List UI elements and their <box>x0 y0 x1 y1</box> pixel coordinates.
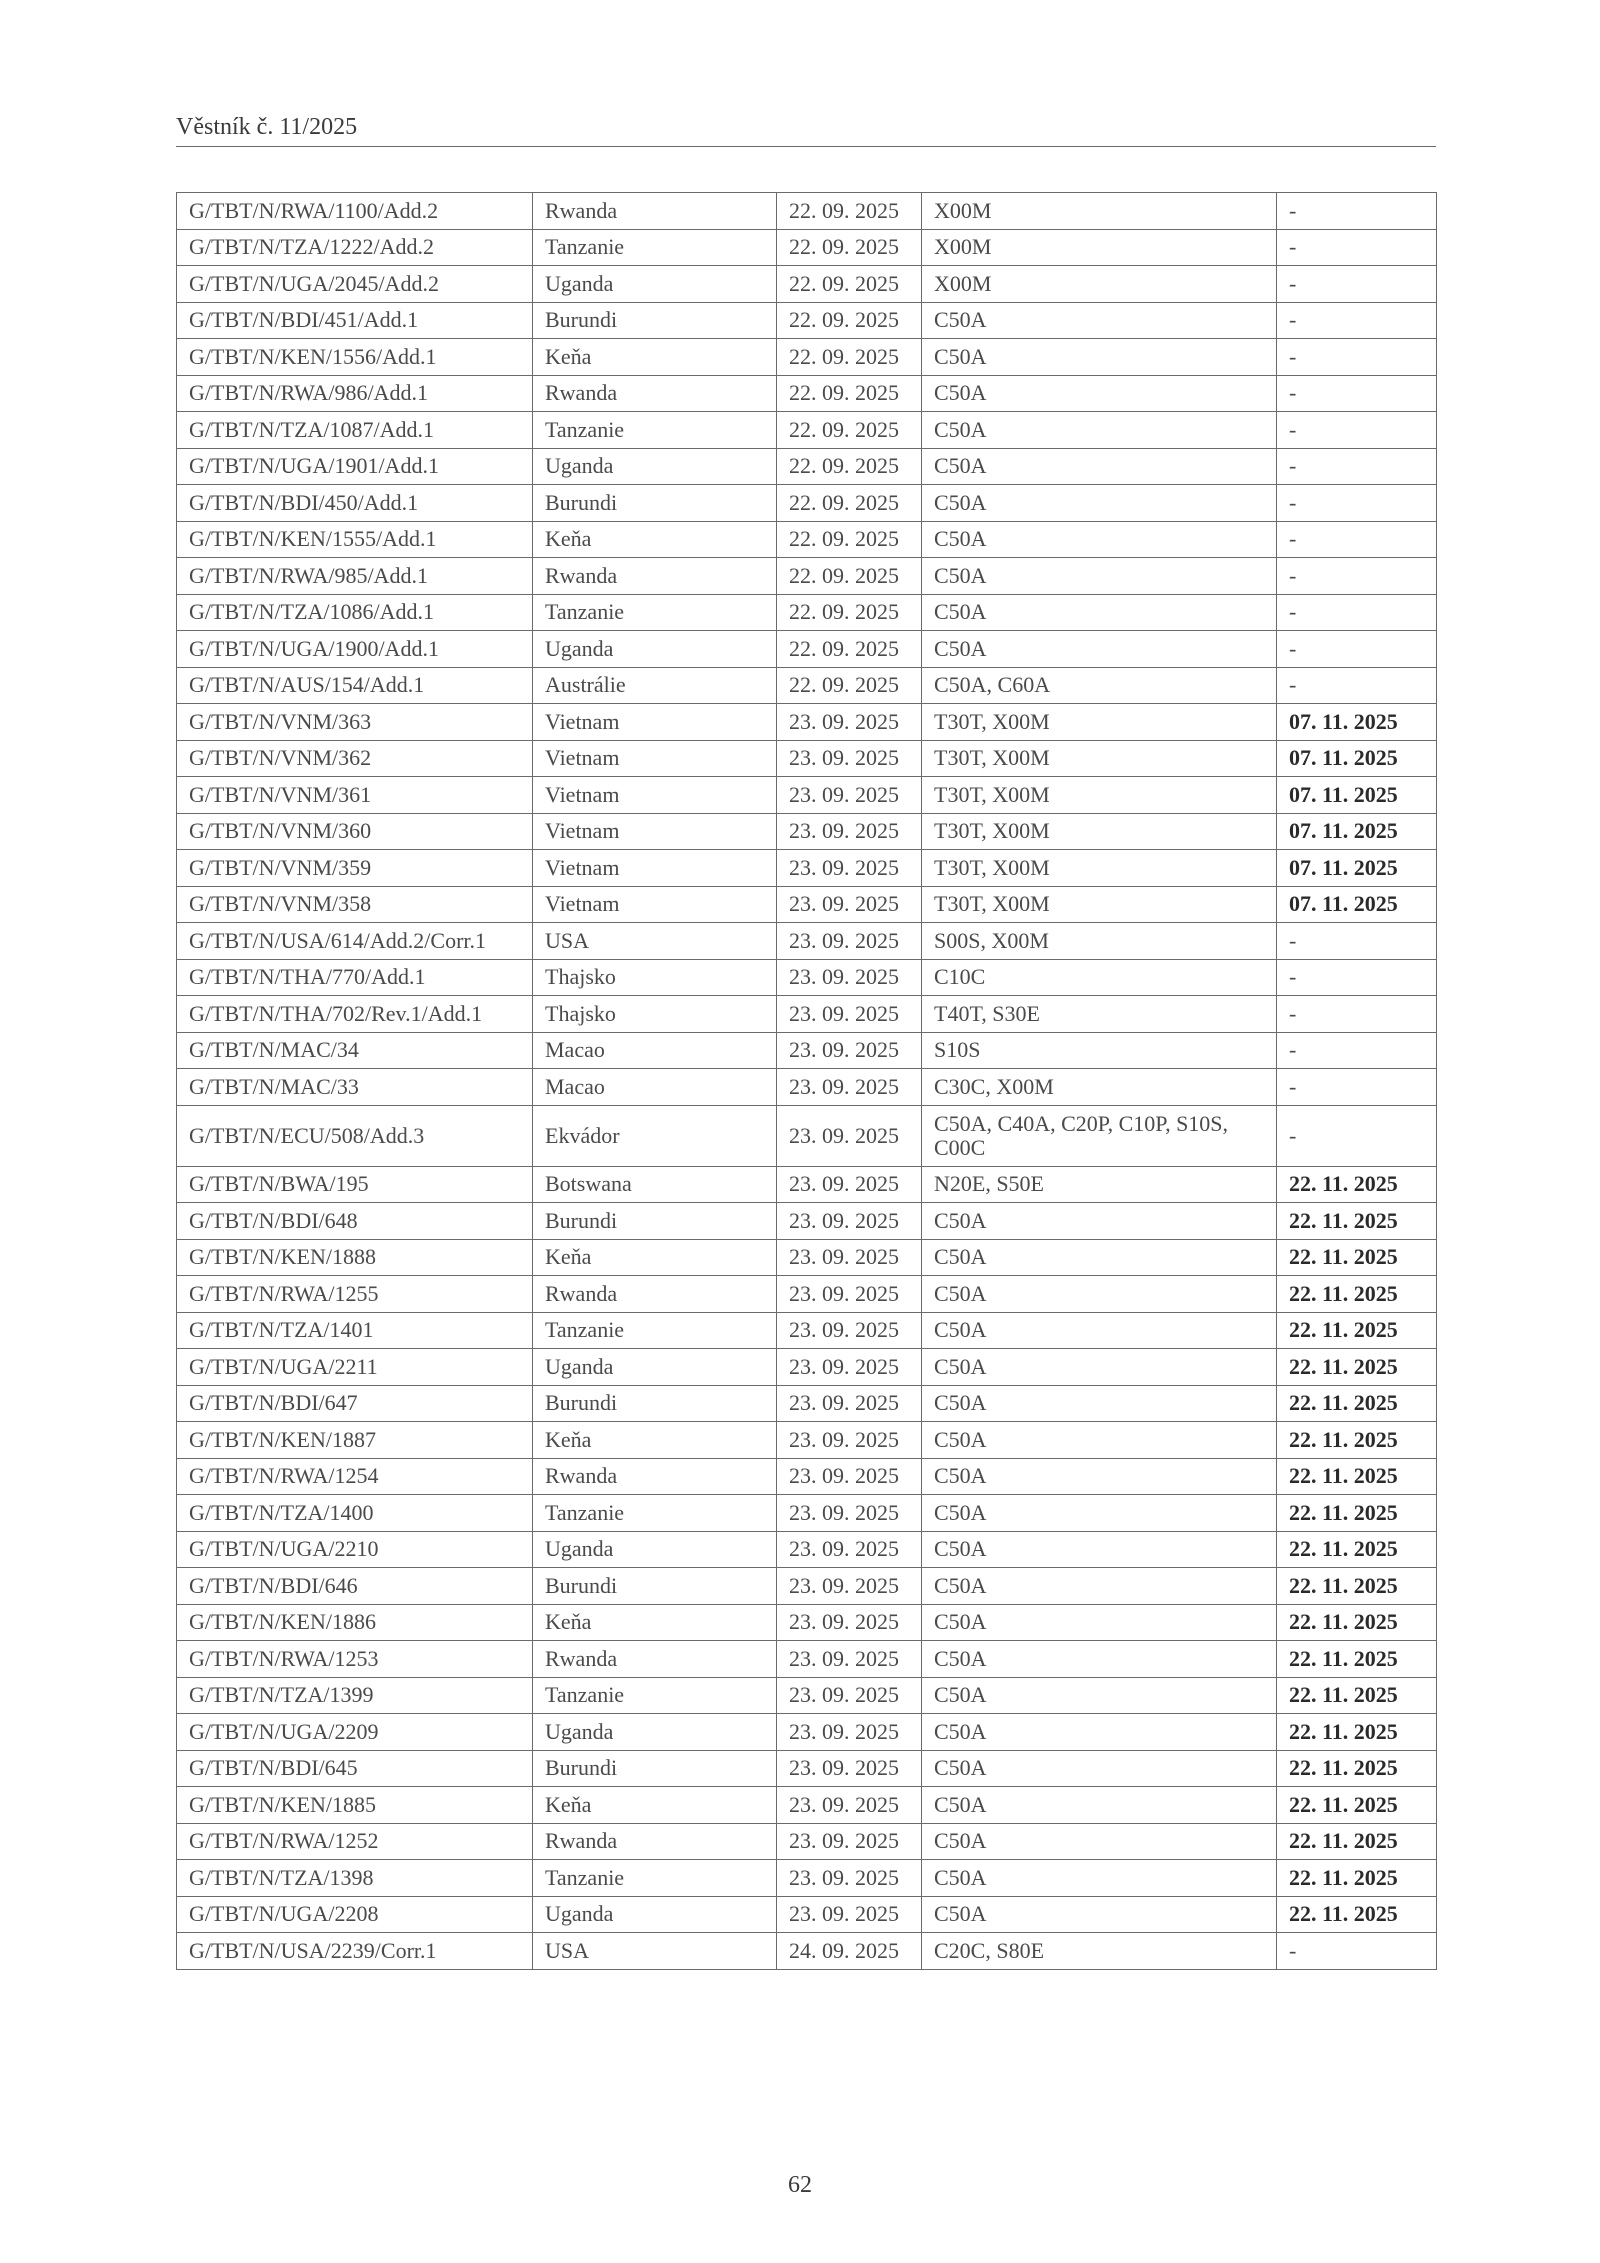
deadline-cell: - <box>1277 229 1437 266</box>
date-cell: 23. 09. 2025 <box>777 1896 922 1933</box>
ics-code-cell: T30T, X00M <box>922 813 1277 850</box>
country-cell: Uganda <box>533 266 777 303</box>
date-cell: 22. 09. 2025 <box>777 193 922 230</box>
deadline-cell: - <box>1277 923 1437 960</box>
country-cell: Tanzanie <box>533 1495 777 1532</box>
deadline-cell: 22. 11. 2025 <box>1277 1312 1437 1349</box>
date-cell: 22. 09. 2025 <box>777 375 922 412</box>
notification-id-cell: G/TBT/N/RWA/1255 <box>177 1276 533 1313</box>
deadline-cell: 22. 11. 2025 <box>1277 1677 1437 1714</box>
country-cell: Burundi <box>533 302 777 339</box>
country-cell: Burundi <box>533 1203 777 1240</box>
deadline-cell: 22. 11. 2025 <box>1277 1239 1437 1276</box>
table-row <box>177 813 1437 850</box>
country-cell: Vietnam <box>533 704 777 741</box>
deadline-cell: - <box>1277 266 1437 303</box>
country-cell: Macao <box>533 1032 777 1069</box>
country-cell: Rwanda <box>533 1458 777 1495</box>
country-cell: Uganda <box>533 448 777 485</box>
ics-code-cell: C50A <box>922 485 1277 522</box>
table-row <box>177 1385 1437 1422</box>
ics-code-cell: C50A <box>922 1750 1277 1787</box>
country-cell: Uganda <box>533 631 777 668</box>
ics-code-cell: N20E, S50E <box>922 1166 1277 1203</box>
country-cell: Rwanda <box>533 1641 777 1678</box>
table-row <box>177 229 1437 266</box>
table-row <box>177 448 1437 485</box>
notification-id-cell: G/TBT/N/UGA/2045/Add.2 <box>177 266 533 303</box>
ics-code-cell: C50A <box>922 1531 1277 1568</box>
country-cell: Rwanda <box>533 558 777 595</box>
ics-code-cell: C50A <box>922 375 1277 412</box>
deadline-cell: - <box>1277 193 1437 230</box>
ics-code-cell: S00S, X00M <box>922 923 1277 960</box>
ics-code-cell: C50A <box>922 448 1277 485</box>
country-cell: Burundi <box>533 485 777 522</box>
table-row <box>177 1276 1437 1313</box>
ics-code-cell: C50A, C60A <box>922 667 1277 704</box>
date-cell: 23. 09. 2025 <box>777 1385 922 1422</box>
country-cell: Uganda <box>533 1896 777 1933</box>
date-cell: 22. 09. 2025 <box>777 339 922 376</box>
date-cell: 23. 09. 2025 <box>777 1860 922 1897</box>
date-cell: 23. 09. 2025 <box>777 1714 922 1751</box>
notification-id-cell: G/TBT/N/MAC/33 <box>177 1069 533 1106</box>
notification-id-cell: G/TBT/N/VNM/361 <box>177 777 533 814</box>
deadline-cell: - <box>1277 558 1437 595</box>
table-row <box>177 375 1437 412</box>
deadline-cell: 22. 11. 2025 <box>1277 1276 1437 1313</box>
deadline-cell: - <box>1277 448 1437 485</box>
deadline-cell: 22. 11. 2025 <box>1277 1385 1437 1422</box>
date-cell: 23. 09. 2025 <box>777 1823 922 1860</box>
notification-id-cell: G/TBT/N/TZA/1400 <box>177 1495 533 1532</box>
notification-id-cell: G/TBT/N/RWA/1254 <box>177 1458 533 1495</box>
ics-code-cell: C50A <box>922 1276 1277 1313</box>
country-cell: Tanzanie <box>533 1677 777 1714</box>
date-cell: 23. 09. 2025 <box>777 1641 922 1678</box>
table-row <box>177 777 1437 814</box>
table-row <box>177 1933 1437 1970</box>
notification-id-cell: G/TBT/N/KEN/1556/Add.1 <box>177 339 533 376</box>
deadline-cell: 07. 11. 2025 <box>1277 850 1437 887</box>
page-number: 62 <box>788 2172 812 2198</box>
ics-code-cell: C50A, C40A, C20P, C10P, S10S, C00C <box>922 1105 1277 1166</box>
notification-id-cell: G/TBT/N/UGA/1900/Add.1 <box>177 631 533 668</box>
country-cell: Burundi <box>533 1568 777 1605</box>
ics-code-cell: C50A <box>922 631 1277 668</box>
notification-id-cell: G/TBT/N/BDI/647 <box>177 1385 533 1422</box>
deadline-cell: 22. 11. 2025 <box>1277 1166 1437 1203</box>
ics-code-cell: C50A <box>922 1458 1277 1495</box>
ics-code-cell: C20C, S80E <box>922 1933 1277 1970</box>
deadline-cell: 22. 11. 2025 <box>1277 1787 1437 1824</box>
table-row <box>177 1568 1437 1605</box>
deadline-cell: 22. 11. 2025 <box>1277 1203 1437 1240</box>
country-cell: Burundi <box>533 1750 777 1787</box>
country-cell: Keňa <box>533 1604 777 1641</box>
ics-code-cell: C50A <box>922 1787 1277 1824</box>
notification-id-cell: G/TBT/N/RWA/986/Add.1 <box>177 375 533 412</box>
notification-id-cell: G/TBT/N/RWA/985/Add.1 <box>177 558 533 595</box>
date-cell: 23. 09. 2025 <box>777 813 922 850</box>
notification-id-cell: G/TBT/N/RWA/1100/Add.2 <box>177 193 533 230</box>
date-cell: 23. 09. 2025 <box>777 1458 922 1495</box>
ics-code-cell: C50A <box>922 1385 1277 1422</box>
notification-id-cell: G/TBT/N/TZA/1222/Add.2 <box>177 229 533 266</box>
country-cell: USA <box>533 1933 777 1970</box>
ics-code-cell: C50A <box>922 1860 1277 1897</box>
notification-id-cell: G/TBT/N/KEN/1885 <box>177 1787 533 1824</box>
notification-id-cell: G/TBT/N/MAC/34 <box>177 1032 533 1069</box>
notification-id-cell: G/TBT/N/RWA/1253 <box>177 1641 533 1678</box>
country-cell: Rwanda <box>533 193 777 230</box>
table-row <box>177 959 1437 996</box>
deadline-cell: - <box>1277 1933 1437 1970</box>
ics-code-cell: T30T, X00M <box>922 704 1277 741</box>
deadline-cell: - <box>1277 1032 1437 1069</box>
table-row <box>177 1166 1437 1203</box>
notification-id-cell: G/TBT/N/KEN/1887 <box>177 1422 533 1459</box>
date-cell: 22. 09. 2025 <box>777 266 922 303</box>
country-cell: Uganda <box>533 1531 777 1568</box>
deadline-cell: - <box>1277 594 1437 631</box>
notification-id-cell: G/TBT/N/THA/770/Add.1 <box>177 959 533 996</box>
date-cell: 22. 09. 2025 <box>777 521 922 558</box>
date-cell: 22. 09. 2025 <box>777 302 922 339</box>
country-cell: Thajsko <box>533 996 777 1033</box>
table-row <box>177 266 1437 303</box>
table-row <box>177 521 1437 558</box>
ics-code-cell: C50A <box>922 1239 1277 1276</box>
country-cell: Keňa <box>533 521 777 558</box>
deadline-cell: 22. 11. 2025 <box>1277 1604 1437 1641</box>
ics-code-cell: T30T, X00M <box>922 740 1277 777</box>
notification-id-cell: G/TBT/N/VNM/359 <box>177 850 533 887</box>
date-cell: 22. 09. 2025 <box>777 558 922 595</box>
country-cell: Macao <box>533 1069 777 1106</box>
notification-id-cell: G/TBT/N/VNM/358 <box>177 886 533 923</box>
ics-code-cell: C10C <box>922 959 1277 996</box>
table-row <box>177 740 1437 777</box>
table-body <box>177 193 1437 1970</box>
date-cell: 22. 09. 2025 <box>777 631 922 668</box>
date-cell: 23. 09. 2025 <box>777 704 922 741</box>
ics-code-cell: T30T, X00M <box>922 850 1277 887</box>
ics-code-cell: X00M <box>922 229 1277 266</box>
date-cell: 23. 09. 2025 <box>777 1276 922 1313</box>
deadline-cell: 07. 11. 2025 <box>1277 740 1437 777</box>
country-cell: USA <box>533 923 777 960</box>
notification-id-cell: G/TBT/N/TZA/1398 <box>177 1860 533 1897</box>
date-cell: 22. 09. 2025 <box>777 229 922 266</box>
notification-id-cell: G/TBT/N/TZA/1086/Add.1 <box>177 594 533 631</box>
table-row <box>177 412 1437 449</box>
table-row <box>177 1677 1437 1714</box>
table-row <box>177 996 1437 1033</box>
date-cell: 23. 09. 2025 <box>777 1105 922 1166</box>
notification-id-cell: G/TBT/N/RWA/1252 <box>177 1823 533 1860</box>
country-cell: Tanzanie <box>533 229 777 266</box>
date-cell: 23. 09. 2025 <box>777 777 922 814</box>
deadline-cell: 07. 11. 2025 <box>1277 813 1437 850</box>
country-cell: Tanzanie <box>533 412 777 449</box>
ics-code-cell: C50A <box>922 1349 1277 1386</box>
ics-code-cell: C50A <box>922 302 1277 339</box>
ics-code-cell: C50A <box>922 1422 1277 1459</box>
deadline-cell: 22. 11. 2025 <box>1277 1531 1437 1568</box>
ics-code-cell: C50A <box>922 339 1277 376</box>
deadline-cell: - <box>1277 631 1437 668</box>
deadline-cell: - <box>1277 521 1437 558</box>
notification-id-cell: G/TBT/N/UGA/2209 <box>177 1714 533 1751</box>
country-cell: Keňa <box>533 339 777 376</box>
table-row <box>177 1495 1437 1532</box>
deadline-cell: 07. 11. 2025 <box>1277 886 1437 923</box>
notification-id-cell: G/TBT/N/USA/614/Add.2/Corr.1 <box>177 923 533 960</box>
ics-code-cell: C50A <box>922 1495 1277 1532</box>
date-cell: 23. 09. 2025 <box>777 1032 922 1069</box>
date-cell: 23. 09. 2025 <box>777 1203 922 1240</box>
ics-code-cell: C50A <box>922 1714 1277 1751</box>
table-row <box>177 1896 1437 1933</box>
ics-code-cell: C50A <box>922 1568 1277 1605</box>
notification-id-cell: G/TBT/N/BDI/451/Add.1 <box>177 302 533 339</box>
deadline-cell: - <box>1277 1069 1437 1106</box>
table-row <box>177 886 1437 923</box>
ics-code-cell: C50A <box>922 412 1277 449</box>
ics-code-cell: X00M <box>922 193 1277 230</box>
country-cell: Austrálie <box>533 667 777 704</box>
country-cell: Rwanda <box>533 375 777 412</box>
table-row <box>177 1604 1437 1641</box>
ics-code-cell: C50A <box>922 558 1277 595</box>
deadline-cell: 22. 11. 2025 <box>1277 1495 1437 1532</box>
deadline-cell: - <box>1277 667 1437 704</box>
date-cell: 23. 09. 2025 <box>777 1677 922 1714</box>
table-row <box>177 1203 1437 1240</box>
journal-title: Věstník č. 11/2025 <box>176 114 358 140</box>
deadline-cell: 22. 11. 2025 <box>1277 1349 1437 1386</box>
table-row <box>177 631 1437 668</box>
country-cell: Vietnam <box>533 740 777 777</box>
notification-id-cell: G/TBT/N/VNM/362 <box>177 740 533 777</box>
deadline-cell: 22. 11. 2025 <box>1277 1823 1437 1860</box>
ics-code-cell: C50A <box>922 1604 1277 1641</box>
deadline-cell: - <box>1277 375 1437 412</box>
deadline-cell: - <box>1277 412 1437 449</box>
notification-id-cell: G/TBT/N/VNM/360 <box>177 813 533 850</box>
country-cell: Tanzanie <box>533 594 777 631</box>
notification-id-cell: G/TBT/N/KEN/1888 <box>177 1239 533 1276</box>
notification-id-cell: G/TBT/N/TZA/1087/Add.1 <box>177 412 533 449</box>
page-header <box>176 114 1436 147</box>
notification-id-cell: G/TBT/N/UGA/2210 <box>177 1531 533 1568</box>
table-row <box>177 1349 1437 1386</box>
notification-id-cell: G/TBT/N/BDI/645 <box>177 1750 533 1787</box>
table-row <box>177 339 1437 376</box>
date-cell: 23. 09. 2025 <box>777 1495 922 1532</box>
date-cell: 23. 09. 2025 <box>777 1750 922 1787</box>
country-cell: Uganda <box>533 1714 777 1751</box>
table-row <box>177 1531 1437 1568</box>
date-cell: 22. 09. 2025 <box>777 412 922 449</box>
notification-id-cell: G/TBT/N/UGA/2211 <box>177 1349 533 1386</box>
notification-id-cell: G/TBT/N/KEN/1555/Add.1 <box>177 521 533 558</box>
table-row <box>177 1823 1437 1860</box>
ics-code-cell: T30T, X00M <box>922 777 1277 814</box>
country-cell: Rwanda <box>533 1823 777 1860</box>
ics-code-cell: C50A <box>922 1677 1277 1714</box>
country-cell: Vietnam <box>533 850 777 887</box>
date-cell: 23. 09. 2025 <box>777 850 922 887</box>
deadline-cell: 22. 11. 2025 <box>1277 1422 1437 1459</box>
date-cell: 23. 09. 2025 <box>777 1349 922 1386</box>
table-row <box>177 1422 1437 1459</box>
table-row <box>177 667 1437 704</box>
country-cell: Rwanda <box>533 1276 777 1313</box>
country-cell: Keňa <box>533 1422 777 1459</box>
country-cell: Botswana <box>533 1166 777 1203</box>
deadline-cell: - <box>1277 339 1437 376</box>
ics-code-cell: C50A <box>922 1896 1277 1933</box>
date-cell: 22. 09. 2025 <box>777 485 922 522</box>
ics-code-cell: C50A <box>922 1823 1277 1860</box>
notification-id-cell: G/TBT/N/KEN/1886 <box>177 1604 533 1641</box>
table-row <box>177 923 1437 960</box>
notification-id-cell: G/TBT/N/BWA/195 <box>177 1166 533 1203</box>
ics-code-cell: T30T, X00M <box>922 886 1277 923</box>
country-cell: Vietnam <box>533 777 777 814</box>
notification-id-cell: G/TBT/N/TZA/1399 <box>177 1677 533 1714</box>
deadline-cell: 22. 11. 2025 <box>1277 1750 1437 1787</box>
ics-code-cell: T40T, S30E <box>922 996 1277 1033</box>
country-cell: Thajsko <box>533 959 777 996</box>
date-cell: 23. 09. 2025 <box>777 1422 922 1459</box>
deadline-cell: - <box>1277 485 1437 522</box>
deadline-cell: 07. 11. 2025 <box>1277 777 1437 814</box>
table-row <box>177 1787 1437 1824</box>
date-cell: 23. 09. 2025 <box>777 1239 922 1276</box>
date-cell: 23. 09. 2025 <box>777 1787 922 1824</box>
table-row <box>177 193 1437 230</box>
notification-id-cell: G/TBT/N/UGA/2208 <box>177 1896 533 1933</box>
date-cell: 23. 09. 2025 <box>777 996 922 1033</box>
deadline-cell: 22. 11. 2025 <box>1277 1896 1437 1933</box>
deadline-cell: 22. 11. 2025 <box>1277 1568 1437 1605</box>
ics-code-cell: C50A <box>922 1203 1277 1240</box>
date-cell: 22. 09. 2025 <box>777 667 922 704</box>
table-row <box>177 1069 1437 1106</box>
country-cell: Vietnam <box>533 886 777 923</box>
date-cell: 23. 09. 2025 <box>777 740 922 777</box>
deadline-cell: 22. 11. 2025 <box>1277 1458 1437 1495</box>
notification-id-cell: G/TBT/N/BDI/648 <box>177 1203 533 1240</box>
country-cell: Vietnam <box>533 813 777 850</box>
ics-code-cell: C50A <box>922 521 1277 558</box>
table-row <box>177 1105 1437 1166</box>
notification-id-cell: G/TBT/N/BDI/450/Add.1 <box>177 485 533 522</box>
date-cell: 23. 09. 2025 <box>777 923 922 960</box>
table-row <box>177 302 1437 339</box>
ics-code-cell: C30C, X00M <box>922 1069 1277 1106</box>
country-cell: Uganda <box>533 1349 777 1386</box>
country-cell: Tanzanie <box>533 1312 777 1349</box>
date-cell: 23. 09. 2025 <box>777 1166 922 1203</box>
deadline-cell: 22. 11. 2025 <box>1277 1641 1437 1678</box>
date-cell: 23. 09. 2025 <box>777 1531 922 1568</box>
date-cell: 23. 09. 2025 <box>777 886 922 923</box>
notification-id-cell: G/TBT/N/AUS/154/Add.1 <box>177 667 533 704</box>
date-cell: 22. 09. 2025 <box>777 594 922 631</box>
table-row <box>177 704 1437 741</box>
notification-id-cell: G/TBT/N/UGA/1901/Add.1 <box>177 448 533 485</box>
ics-code-cell: X00M <box>922 266 1277 303</box>
notification-id-cell: G/TBT/N/ECU/508/Add.3 <box>177 1105 533 1166</box>
date-cell: 22. 09. 2025 <box>777 448 922 485</box>
deadline-cell: 07. 11. 2025 <box>1277 704 1437 741</box>
table-row <box>177 850 1437 887</box>
country-cell: Ekvádor <box>533 1105 777 1166</box>
deadline-cell: - <box>1277 302 1437 339</box>
date-cell: 23. 09. 2025 <box>777 1604 922 1641</box>
table-row <box>177 558 1437 595</box>
table-row <box>177 1239 1437 1276</box>
ics-code-cell: C50A <box>922 1641 1277 1678</box>
ics-code-cell: C50A <box>922 1312 1277 1349</box>
country-cell: Keňa <box>533 1239 777 1276</box>
date-cell: 23. 09. 2025 <box>777 1312 922 1349</box>
notification-id-cell: G/TBT/N/THA/702/Rev.1/Add.1 <box>177 996 533 1033</box>
country-cell: Burundi <box>533 1385 777 1422</box>
table-row <box>177 1312 1437 1349</box>
deadline-cell: - <box>1277 1105 1437 1166</box>
notification-id-cell: G/TBT/N/TZA/1401 <box>177 1312 533 1349</box>
table-row <box>177 1641 1437 1678</box>
table-row <box>177 485 1437 522</box>
table-row <box>177 1714 1437 1751</box>
deadline-cell: 22. 11. 2025 <box>1277 1860 1437 1897</box>
ics-code-cell: S10S <box>922 1032 1277 1069</box>
date-cell: 23. 09. 2025 <box>777 1568 922 1605</box>
notifications-table <box>176 192 1437 1970</box>
ics-code-cell: C50A <box>922 594 1277 631</box>
table-row <box>177 1750 1437 1787</box>
date-cell: 23. 09. 2025 <box>777 1069 922 1106</box>
deadline-cell: 22. 11. 2025 <box>1277 1714 1437 1751</box>
country-cell: Tanzanie <box>533 1860 777 1897</box>
notification-id-cell: G/TBT/N/VNM/363 <box>177 704 533 741</box>
date-cell: 24. 09. 2025 <box>777 1933 922 1970</box>
deadline-cell: - <box>1277 959 1437 996</box>
table-row <box>177 1458 1437 1495</box>
notification-id-cell: G/TBT/N/BDI/646 <box>177 1568 533 1605</box>
table-row <box>177 1032 1437 1069</box>
date-cell: 23. 09. 2025 <box>777 959 922 996</box>
country-cell: Keňa <box>533 1787 777 1824</box>
table-row <box>177 1860 1437 1897</box>
notification-id-cell: G/TBT/N/USA/2239/Corr.1 <box>177 1933 533 1970</box>
deadline-cell: - <box>1277 996 1437 1033</box>
table-row <box>177 594 1437 631</box>
